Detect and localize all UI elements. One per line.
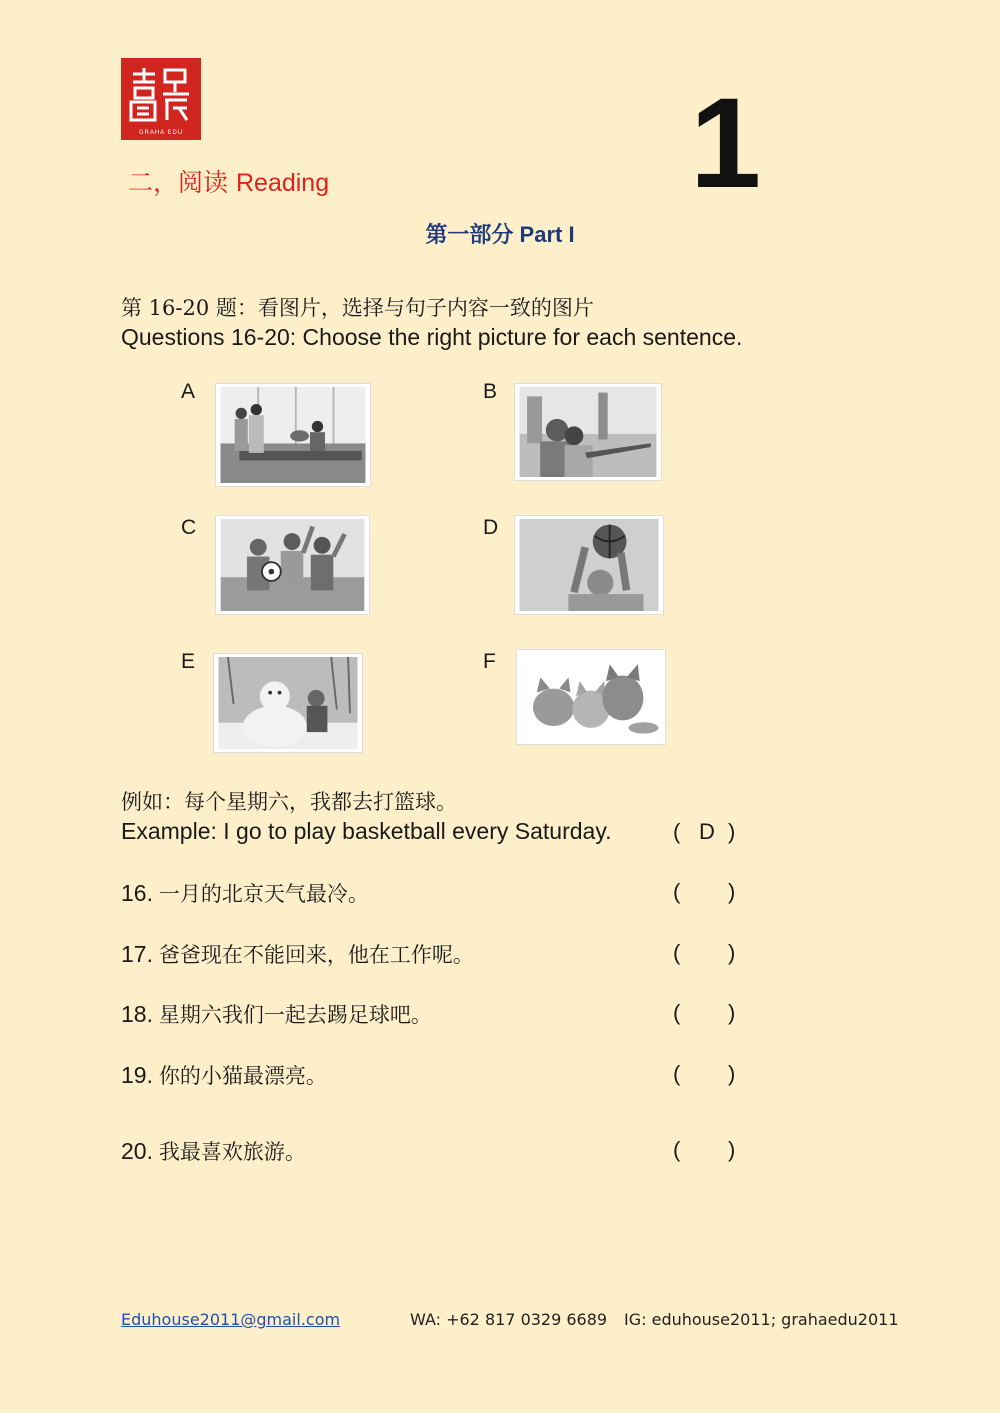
question-number: 16.	[121, 880, 153, 906]
option-b-photo	[515, 384, 661, 480]
question-text: 你的小猫最漂亮。	[158, 1064, 327, 1088]
close-paren: )	[728, 1137, 736, 1162]
option-letter-d: D	[483, 516, 499, 539]
open-paren: (	[673, 1061, 681, 1086]
option-f-photo	[517, 650, 665, 744]
instructions-en: Questions 16-20: Choose the right picture for each sentence.	[121, 324, 743, 350]
option-d-photo	[515, 516, 663, 614]
question-number: 20.	[121, 1138, 153, 1164]
snowman-photo-icon	[217, 657, 359, 749]
close-paren: )	[728, 879, 736, 904]
question-17	[121, 939, 474, 969]
section-number: 二，	[128, 168, 179, 197]
question-number: 19.	[121, 1062, 153, 1088]
section-title	[128, 163, 329, 199]
page-number: 1	[690, 72, 762, 215]
example-cn: 例如：每个星期六，我都去打篮球。	[121, 790, 457, 814]
footer-whatsapp: WA: +62 817 0329 6689	[410, 1310, 608, 1329]
logo-seal-icon	[121, 64, 201, 126]
option-e-photo	[214, 654, 362, 752]
man-basketball-photo-icon	[518, 519, 660, 611]
footer-email-link[interactable]: Eduhouse2011@gmail.com	[121, 1310, 341, 1329]
open-paren: (	[673, 1137, 681, 1162]
option-c-photo	[216, 516, 369, 614]
office-meeting-photo-icon	[219, 387, 367, 483]
open-paren: (	[673, 1000, 681, 1025]
footer-instagram: IG: eduhouse2011; grahaedu2011	[624, 1310, 899, 1329]
open-paren: (	[673, 879, 681, 904]
example-answer-letter: D	[699, 819, 715, 844]
tourists-pointing-photo-icon	[518, 387, 658, 477]
option-letter-b: B	[483, 380, 498, 403]
option-letter-f: F	[483, 650, 496, 673]
question-19	[121, 1060, 327, 1090]
question-18	[121, 999, 432, 1029]
three-kittens-photo-icon	[520, 653, 662, 741]
question-text: 一月的北京天气最冷。	[158, 882, 369, 906]
logo	[121, 58, 201, 140]
instructions-cn: 第 16-20 题：看图片，选择与句子内容一致的图片	[121, 296, 594, 320]
question-20	[121, 1136, 306, 1166]
question-text: 我最喜欢旅游。	[158, 1140, 306, 1164]
part-title: 第一部分 Part I	[425, 222, 575, 247]
close-paren: )	[728, 1061, 736, 1086]
question-number: 18.	[121, 1001, 153, 1027]
kids-soccer-ball-photo-icon	[219, 519, 366, 611]
close-paren: )	[728, 1000, 736, 1025]
close-paren: )	[728, 940, 736, 965]
example-open-paren: (	[673, 819, 681, 844]
question-text: 星期六我们一起去踢足球吧。	[158, 1003, 432, 1027]
option-letter-c: C	[181, 516, 197, 539]
question-16	[121, 878, 369, 908]
section-title-en: Reading	[235, 169, 330, 197]
option-a-photo	[216, 384, 370, 486]
section-title-cn: 阅读	[178, 168, 229, 197]
question-text: 爸爸现在不能回来，他在工作呢。	[158, 943, 474, 967]
question-number: 17.	[121, 941, 153, 967]
option-letter-e: E	[181, 650, 196, 673]
option-letter-a: A	[181, 380, 196, 403]
open-paren: (	[673, 940, 681, 965]
example-close-paren: )	[728, 819, 736, 844]
example-en: Example: I go to play basketball every Saturday.	[121, 818, 612, 844]
logo-label: GRAHA EDU	[138, 130, 184, 136]
